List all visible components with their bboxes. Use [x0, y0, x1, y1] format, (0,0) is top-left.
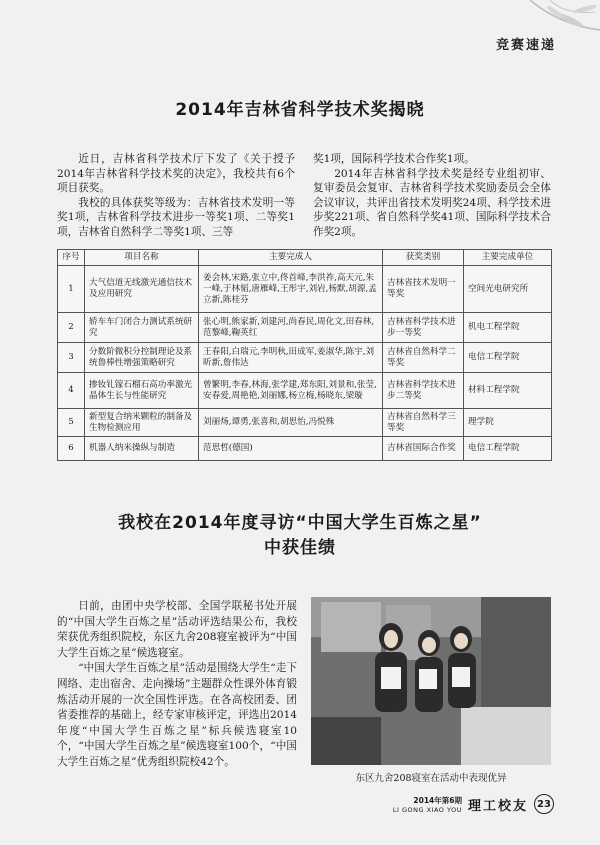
table-row: [58, 266, 552, 313]
contributors: 王春阳,白瑞元,李明秋,田成军,姜淑华,陈宇,刘昕新,詹伟达: [199, 343, 383, 373]
project-name: 大气信道无线激光通信技术及应用研究: [85, 266, 199, 313]
project-name: 分数阶微积分控制理论及系统鲁棒性增强策略研究: [85, 343, 199, 373]
table-row: [58, 343, 552, 373]
award-category: 吉林省科学技术进步一等奖: [383, 313, 464, 343]
table-row: [58, 313, 552, 343]
award-category: 吉林省科学技术进步二等奖: [383, 373, 464, 409]
title-line: 我校在2014年度寻访“中国大学生百炼之星”: [118, 513, 482, 533]
awards-table: [57, 249, 552, 461]
row-number: 3: [58, 343, 85, 373]
magazine-name-en: LI GONG XIAO YOU: [392, 805, 462, 814]
issue-info: [393, 795, 462, 814]
article-body-right: [313, 152, 551, 240]
header-cell: 主要完成单位: [464, 250, 552, 266]
header-cell: 序号: [58, 250, 85, 266]
paragraph: “中国大学生百炼之星”活动是围绕大学生“走下网络、走出宿舍、走向操场”主题群众性课外体育锻炼活动开展的一次全国性评选。在各高校团委、团省委推荐的基础上，经专家审核评定，评选出2014年度“中国大学生百炼之星”标兵候选寝室10个，“中国大学生百炼之星”候选寝室100个，“中国大学生百炼之星”优秀组织院校42个。: [57, 662, 297, 768]
table-row: [58, 409, 552, 437]
row-number: 4: [58, 373, 85, 409]
organization: 电信工程学院: [464, 437, 552, 461]
article-body-left: [57, 152, 295, 240]
project-name: 机器人纳米操纵与制造: [85, 437, 199, 461]
organization: 电信工程学院: [464, 343, 552, 373]
table-header-row: [58, 250, 552, 266]
contributors: 刘丽炀,谭勇,张喜和,胡思怡,冯悦殊: [199, 409, 383, 437]
contributors: 姜会林,宋路,张立中,佟首峰,李洪祚,高天元,朱一峰,于林韬,唐雁峰,王彤宇,刘岩,杨默,胡源,孟立新,陈桂芬: [199, 266, 383, 313]
row-number: 2: [58, 313, 85, 343]
section-tag: 竞赛速递: [495, 38, 556, 53]
magazine-name: 理工校友: [467, 798, 528, 814]
page-footer: [393, 794, 554, 814]
article-title: 2014年吉林省科学技术奖揭晓: [175, 100, 425, 120]
paragraph: 我校的具体获奖等级为：吉林省技术发明一等奖1项，吉林省科学技术进步一等奖1项、二等奖1项，吉林省自然科学二等奖1项、三等: [57, 196, 295, 238]
paragraph: 近日，吉林省科学技术厅下发了《关于授予2014年吉林省科学技术奖的决定》，我校共有6个项目获奖。: [57, 153, 295, 195]
photo-caption: 东区九舍208寝室在活动中表现优异: [355, 773, 507, 784]
page-number: 23: [534, 794, 554, 814]
contributors: 范思哲(德国): [199, 437, 383, 461]
contributors: 曾繁明,李春,林海,张学建,郑东阳,刘景和,张莹,安春爱,周艳艳,刘丽娜,杨立梅,杨晓东,梁璇: [199, 373, 383, 409]
organization: 材料工程学院: [464, 373, 552, 409]
article-body: [57, 599, 297, 771]
table-row: [58, 373, 552, 409]
header-cell: 项目名称: [85, 250, 199, 266]
paragraph: 2014年吉林省科学技术奖是经专业组初审、复审委员会复审、吉林省科学技术奖励委员会全体会议审议，共评出省技术发明奖24项、科学技术进步奖221项、省自然科学奖41项、国际科学技术合作奖2项。: [313, 167, 551, 238]
paragraph: 日前，由团中央学校部、全国学联秘书处开展的“中国大学生百炼之星”活动评选结果公布，我校荣获优秀组织院校，东区九舍208寝室被评为“中国大学生百炼之星”候选寝室。: [57, 600, 297, 659]
project-name: 新型复合纳米颗粒的制备及生物检测应用: [85, 409, 199, 437]
organization: 机电工程学院: [464, 313, 552, 343]
organization: 空间光电研究所: [464, 266, 552, 313]
row-number: 6: [58, 437, 85, 461]
row-number: 1: [58, 266, 85, 313]
award-category: 吉林省国际合作奖: [383, 437, 464, 461]
project-name: 掺钕钆镓石榴石高功率激光晶体生长与性能研究: [85, 373, 199, 409]
award-category: 吉林省自然科学三等奖: [383, 409, 464, 437]
award-category: 吉林省自然科学二等奖: [383, 343, 464, 373]
project-name: 轿车车门闭合力测试系统研究: [85, 313, 199, 343]
row-number: 5: [58, 409, 85, 437]
contributors: 张心明,熊家新,刘建河,尚春民,周化文,田春林,范黎峰,鞠英红: [199, 313, 383, 343]
organization: 理学院: [464, 409, 552, 437]
header-cell: 主要完成人: [199, 250, 383, 266]
title-line: 中获佳绩: [264, 538, 336, 558]
issue-number: 2014年第6期: [413, 795, 462, 805]
award-category: 吉林省技术发明一等奖: [383, 266, 464, 313]
article-title: [0, 511, 600, 561]
header-cell: 获奖类别: [383, 250, 464, 266]
paragraph: 奖1项，国际科学技术合作奖1项。: [313, 153, 475, 165]
table-row: [58, 437, 552, 461]
dormitory-photo: [311, 597, 551, 765]
